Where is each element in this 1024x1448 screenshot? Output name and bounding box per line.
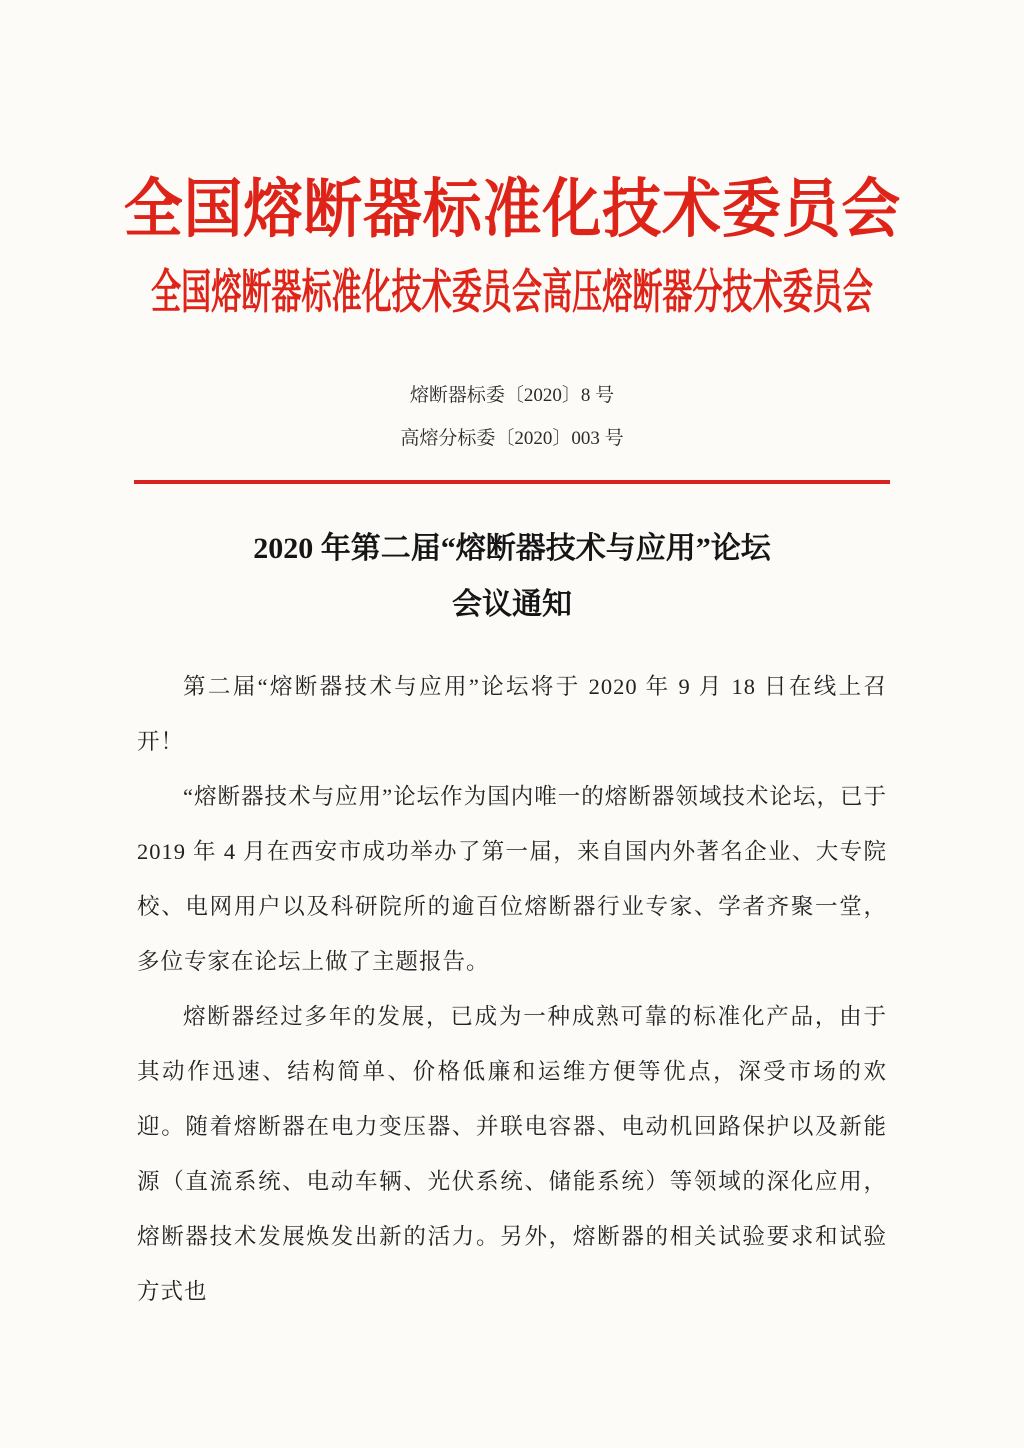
paragraph: 熔断器经过多年的发展，已成为一种成熟可靠的标准化产品，由于其动作迅速、结构简单、价格低廉和运维方便等优点，深受市场的欢迎。随着熔断器在电力变压器、并联电容器、电动机回路保护以及新能源（直流系统、电动车辆、光伏系统、储能系统）等领域的深化应用，熔断器技术发展焕发出新的活力。另外，熔断器的相关试验要求和试验方式也 (137, 1004, 887, 1304)
paragraph: “熔断器技术与应用”论坛作为国内唯一的熔断器领域技术论坛，已于 2019 年 4 月在西安市成功举办了第一届，来自国内外著名企业、大专院校、电网用户以及科研院所的逾百位熔断器行业专家、学者齐聚一堂，多位专家在论坛上做了主题报告。 (137, 784, 887, 974)
doc-numbers (137, 384, 887, 451)
paragraph: 第二届“熔断器技术与应用”论坛将于 2020 年 9 月 18 日在线上召开！ (137, 674, 887, 754)
letterhead (123, 168, 901, 245)
notice-title-line1: 2020 年第二届“熔断器技术与应用”论坛 (253, 532, 771, 565)
notice-title-line2: 会议通知 (452, 588, 572, 621)
doc-number-2: 高熔分标委〔2020〕003 号 (400, 428, 624, 449)
red-divider (134, 480, 890, 484)
org-title-sub: 全国熔断器标准化技术委员会高压熔断器分技术委员会 (151, 266, 873, 319)
letterhead-sub (137, 262, 887, 319)
notice-title (137, 521, 887, 633)
org-title-main: 全国熔断器标准化技术委员会 (123, 174, 901, 245)
doc-number-1: 熔断器标委〔2020〕8 号 (409, 385, 615, 406)
notice-body (137, 659, 887, 1319)
